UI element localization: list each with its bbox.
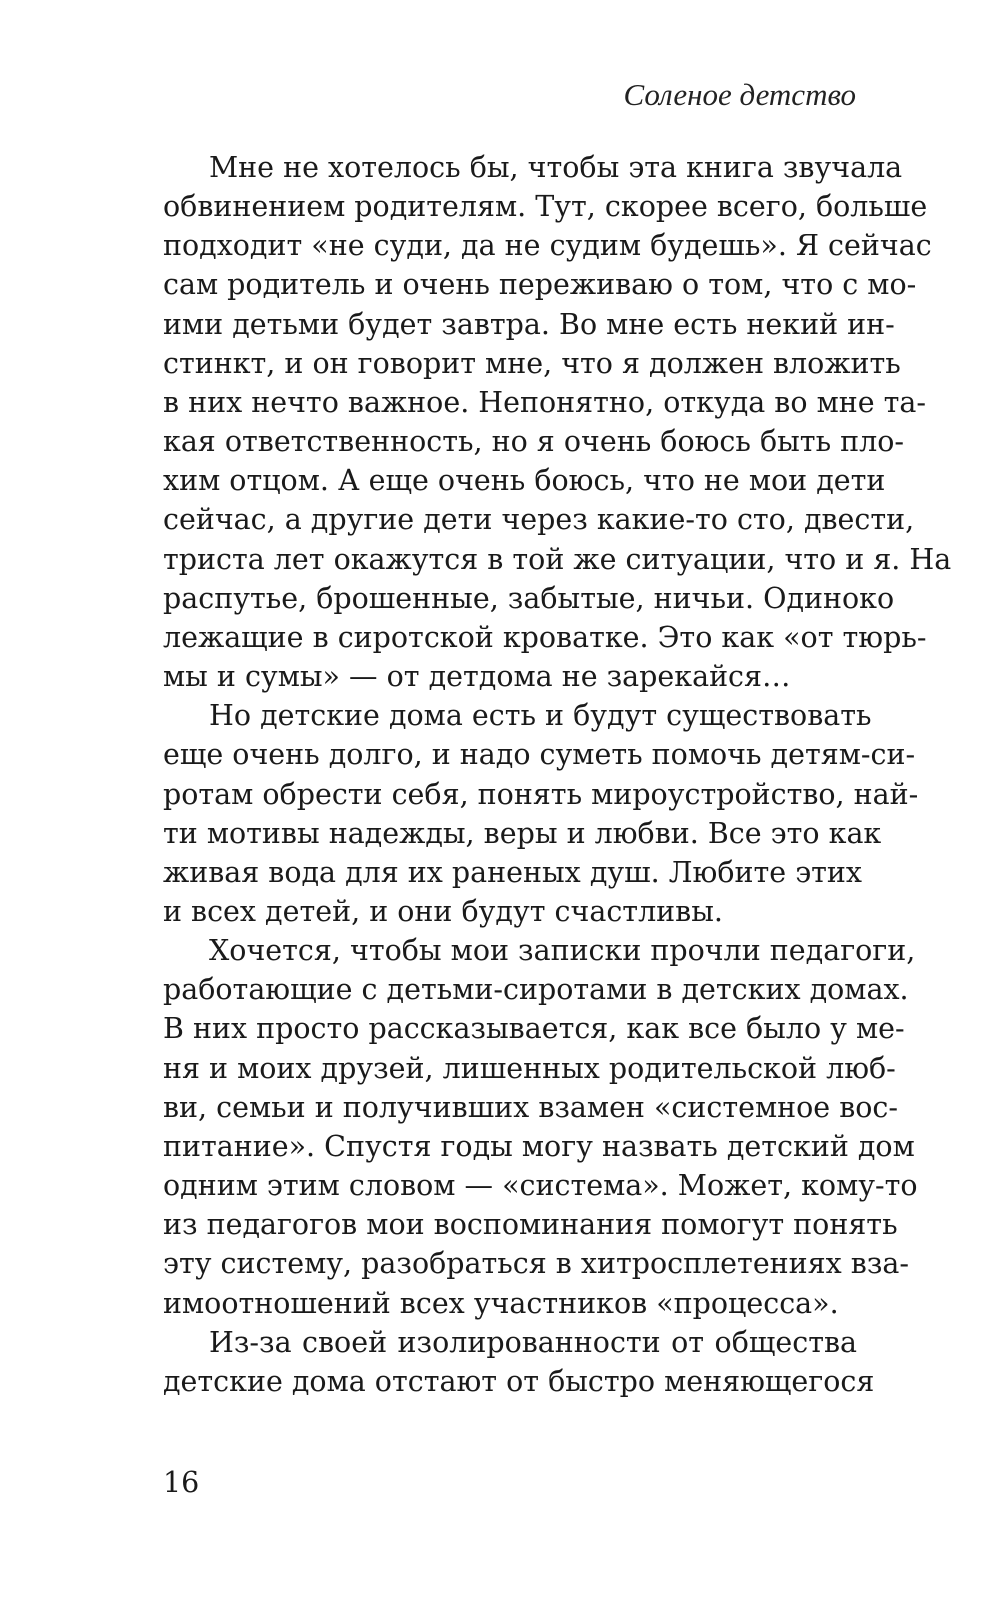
- text-line: питание». Спустя годы могу назвать детский дом: [163, 1129, 915, 1163]
- text-line: распутье, брошенные, забытые, ничьи. Одиноко: [163, 581, 895, 615]
- text-line: ими детьми будет завтра. Во мне есть некий ин-: [163, 307, 895, 341]
- paragraph-first-line: Из-за своей изолированности от общества: [209, 1325, 857, 1359]
- text-line: обвинением родителям. Тут, скорее всего, больше: [163, 190, 928, 224]
- text-line: одним этим словом — «система». Может, кому-то: [163, 1169, 918, 1203]
- text-line: еще очень долго, и надо суметь помочь детям-си-: [163, 738, 916, 772]
- text-line: и всех детей, и они будут счастливы.: [163, 894, 723, 928]
- text-line: детские дома отстают от быстро меняющегося: [163, 1364, 875, 1398]
- text-line: стинкт, и он говорит мне, что я должен вложить: [163, 346, 901, 380]
- text-line: из педагогов мои воспоминания помогут понять: [163, 1208, 898, 1242]
- text-line: подходит «не суди, да не судим будешь». Я сейчас: [163, 229, 932, 263]
- paragraph-first-line: Мне не хотелось бы, чтобы эта книга звучала: [209, 151, 903, 184]
- text-line: ви, семьи и получивших взамен «системное вос-: [163, 1090, 899, 1124]
- paragraph-first-line: Хочется, чтобы мои записки прочли педагоги,: [209, 934, 916, 968]
- text-line: ротам обрести себя, понять мироустройство, най-: [163, 777, 919, 811]
- text-line: живая вода для их раненых душ. Любите этих: [163, 855, 862, 889]
- text-line: хим отцом. А еще очень боюсь, что не мои дети: [163, 464, 886, 498]
- running-head-title: Соленое детство: [623, 77, 856, 112]
- text-line: мы и сумы» — от детдома не зарекайся…: [163, 660, 791, 694]
- page-number: 16: [163, 1466, 200, 1499]
- text-line: кая ответственность, но я очень боюсь быть пло-: [163, 425, 905, 459]
- text-line: сейчас, а другие дети через какие-то сто, двести,: [163, 503, 915, 537]
- text-line: триста лет окажутся в той же ситуации, что и я. На: [163, 542, 952, 576]
- text-line: имоотношений всех участников «процесса».: [163, 1286, 839, 1320]
- text-line: в них нечто важное. Непонятно, откуда во мне та-: [163, 385, 927, 419]
- text-line: ня и моих друзей, лишенных родительской люб-: [163, 1051, 896, 1085]
- paragraph-first-line: Но детские дома есть и будут существовать: [209, 699, 872, 733]
- text-line: работающие с детьми-сиротами в детских домах.: [163, 973, 909, 1007]
- text-line: лежащие в сиротской кроватке. Это как «от тюрь-: [163, 620, 927, 654]
- text-line: эту систему, разобраться в хитросплетениях вза-: [163, 1247, 909, 1281]
- body-text: [163, 148, 952, 1401]
- text-line: ти мотивы надежды, веры и любви. Все это как: [163, 816, 882, 850]
- text-line: В них просто рассказывается, как все было у ме-: [163, 1012, 905, 1046]
- text-line: сам родитель и очень переживаю о том, что с мо-: [163, 268, 917, 302]
